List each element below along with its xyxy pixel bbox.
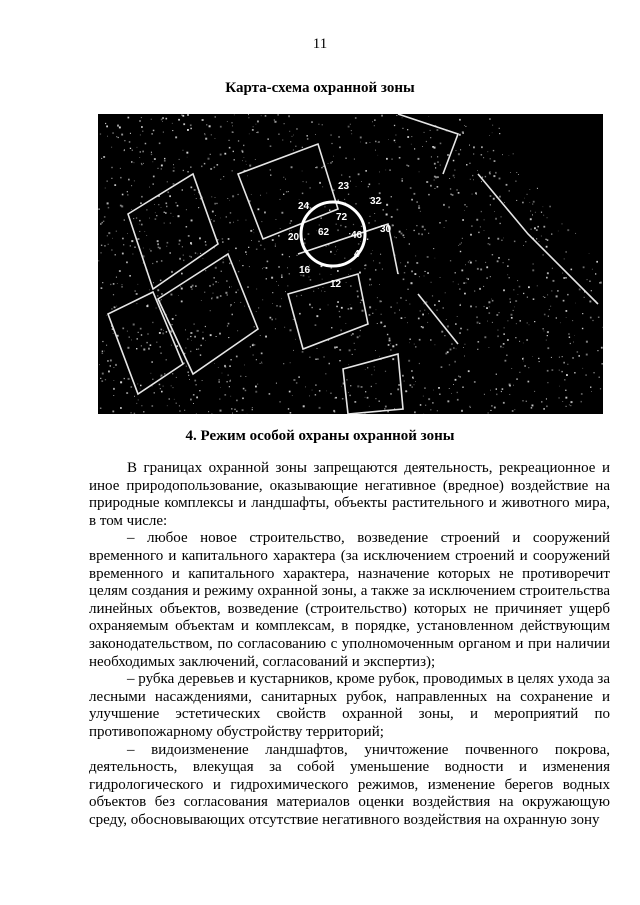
map-label: 4 [354, 249, 360, 260]
intro-paragraph: В границах охранной зоны запрещаются деятельность, рекреационное и иное природопользование, оказывающие негативное (вредное) воздействие на природные комплексы и ландшафты, объекты растительного и животного мира, в том числе: [89, 460, 610, 529]
map-label: 16 [299, 265, 311, 276]
map-image [98, 114, 603, 414]
body-text [89, 460, 610, 829]
list-item: – видоизменение ландшафтов, уничтожение почвенного покрова, деятельность, влекущая за собой уменьшение водности и изменения гидрологического и гидрохимического режимов, изменение берегов водных объектов без согласования материалов оценки воздействия на окружающую среду, обосновывающих отсутствие негативного воздействия на охранную зону [89, 741, 610, 828]
map-label: 24 [298, 201, 310, 212]
list-item: – рубка деревьев и кустарников, кроме рубок, проводимых в целях ухода за лесными насаждениями, санитарных рубок, направленных на сохранение и улучшение эстетических свойств охранной зоны, и мероприятий по противопожарному обустройству территорий; [89, 671, 610, 740]
section-title: 4. Режим особой охраны охранной зоны [185, 428, 455, 444]
map-label: 20 [288, 232, 300, 243]
map-label: 30 [380, 224, 392, 235]
map-title: Карта-схема охранной зоны [225, 80, 415, 96]
protection-zone-map [98, 114, 603, 414]
map-label: 23 [338, 181, 350, 192]
map-label: 32 [370, 196, 382, 207]
map-label: 72 [336, 212, 348, 223]
map-label: 46 [351, 230, 363, 241]
page-number: 11 [312, 36, 328, 52]
map-label: 12 [330, 279, 342, 290]
list-item: – любое новое строительство, возведение строений и сооружений временного и капитального характера (за исключением строений и сооружений временного и капитального характера, назначение которых не противоречит целям создания и режиму охранной зоны, а также за исключением строительства линейных объектов, возведение (строительство) которых не причиняет ущерб охраняемым объектам и комплексам, в порядке, установленном действующим законодательством, по согласованию с уполномоченным органом и при наличии необходимых заключений, согласований и экспертиз); [89, 530, 610, 670]
map-label: 62 [318, 227, 330, 238]
